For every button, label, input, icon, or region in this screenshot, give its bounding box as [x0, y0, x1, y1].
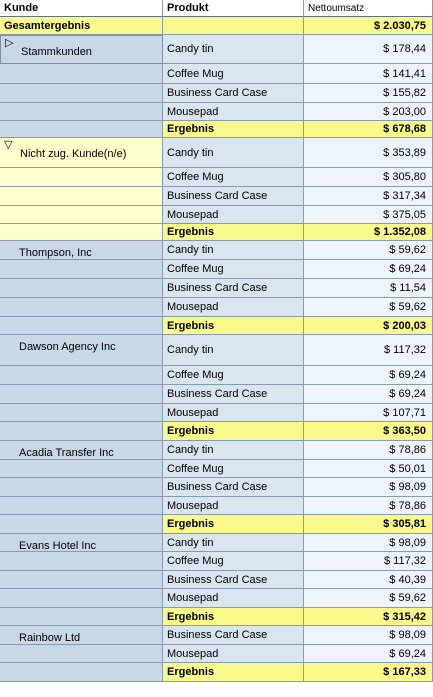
value-cell: $ 155,82 — [304, 84, 433, 103]
customer-empty-cell — [0, 84, 163, 103]
customer-empty-cell — [0, 422, 163, 441]
table-row — [0, 260, 433, 279]
customer-group-name: Nicht zug. Kunde(n/e) — [20, 148, 127, 160]
table-row — [0, 571, 433, 589]
customer-name-cell[interactable]: Thompson, Inc — [0, 241, 163, 260]
table-row — [0, 298, 433, 317]
value-cell: $ 59,62 — [304, 589, 433, 608]
table-row — [0, 460, 433, 478]
subtotal-label: Ergebnis — [163, 317, 304, 335]
product-cell[interactable]: Candy tin — [163, 335, 304, 366]
table-row — [0, 534, 433, 552]
product-cell[interactable]: Coffee Mug — [163, 168, 304, 187]
value-cell: $ 11,54 — [304, 279, 433, 298]
subtotal-label: Ergebnis — [163, 422, 304, 441]
table-row — [0, 138, 433, 168]
product-cell[interactable]: Mousepad — [163, 589, 304, 608]
value-cell: $ 317,34 — [304, 187, 433, 206]
customer-empty-cell — [0, 663, 163, 682]
table-row — [0, 552, 433, 571]
subtotal-label: Ergebnis — [163, 663, 304, 682]
value-cell: $ 141,41 — [304, 64, 433, 84]
table-row — [0, 645, 433, 663]
value-cell: $ 117,32 — [304, 552, 433, 571]
table-row — [0, 187, 433, 206]
customer-empty-cell — [0, 589, 163, 608]
product-cell[interactable]: Candy tin — [163, 441, 304, 460]
customer-group-cell[interactable] — [0, 35, 163, 64]
customer-empty-cell — [0, 404, 163, 422]
product-cell[interactable]: Business Card Case — [163, 385, 304, 404]
table-row — [0, 103, 433, 121]
subtotal-value: $ 363,50 — [304, 422, 433, 441]
value-cell: $ 59,62 — [304, 241, 433, 260]
table-row — [0, 478, 433, 497]
product-cell[interactable]: Business Card Case — [163, 84, 304, 103]
subtotal-label: Ergebnis — [163, 608, 304, 626]
product-cell[interactable]: Coffee Mug — [163, 366, 304, 385]
value-cell: $ 353,89 — [304, 138, 433, 168]
subtotal-value: $ 167,33 — [304, 663, 433, 682]
customer-empty-cell — [0, 478, 163, 497]
value-cell: $ 98,09 — [304, 478, 433, 497]
product-cell[interactable]: Business Card Case — [163, 478, 304, 497]
collapse-triangle-icon[interactable]: ▽ — [4, 139, 13, 151]
value-cell: $ 107,71 — [304, 404, 433, 422]
value-cell: $ 69,24 — [304, 366, 433, 385]
product-cell[interactable]: Mousepad — [163, 497, 304, 515]
table-row — [0, 626, 433, 645]
grand-total-empty — [163, 17, 304, 35]
column-header-produkt[interactable]: Produkt — [163, 0, 304, 17]
value-cell: $ 78,86 — [304, 497, 433, 515]
table-row — [0, 589, 433, 608]
subtotal-value: $ 315,42 — [304, 608, 433, 626]
value-cell: $ 69,24 — [304, 645, 433, 663]
subtotal-row — [0, 317, 433, 335]
customer-empty-cell — [0, 385, 163, 404]
customer-name-cell[interactable]: Acadia Transfer Inc — [0, 441, 163, 460]
customer-name-cell[interactable]: Dawson Agency Inc — [0, 335, 163, 366]
customer-empty-cell — [0, 515, 163, 534]
column-header-kunde[interactable]: Kunde — [0, 0, 163, 17]
value-cell: $ 375,05 — [304, 206, 433, 224]
expand-triangle-icon[interactable]: ▷ — [5, 37, 14, 49]
subtotal-value: $ 200,03 — [304, 317, 433, 335]
product-cell[interactable]: Mousepad — [163, 103, 304, 121]
customer-empty-cell — [0, 571, 163, 589]
customer-empty-cell — [0, 460, 163, 478]
column-header-nettoumsatz[interactable]: Nettoumsatz — [304, 0, 433, 17]
table-row — [0, 35, 433, 64]
customer-empty-cell — [0, 168, 163, 187]
customer-name-cell[interactable]: Rainbow Ltd — [0, 626, 163, 645]
table-row — [0, 64, 433, 84]
table-row — [0, 206, 433, 224]
table-row — [0, 84, 433, 103]
customer-empty-cell — [0, 64, 163, 84]
customer-group-cell[interactable] — [0, 138, 163, 168]
table-row — [0, 366, 433, 385]
product-cell[interactable]: Mousepad — [163, 298, 304, 317]
grand-total-row — [0, 17, 433, 35]
value-cell: $ 117,32 — [304, 335, 433, 366]
customer-empty-cell — [0, 552, 163, 571]
value-cell: $ 59,62 — [304, 298, 433, 317]
customer-group-name: Stammkunden — [21, 46, 92, 58]
subtotal-label: Ergebnis — [163, 121, 304, 138]
product-cell[interactable]: Mousepad — [163, 206, 304, 224]
table-header — [0, 0, 433, 17]
subtotal-label: Ergebnis — [163, 515, 304, 534]
customer-empty-cell — [0, 298, 163, 317]
customer-empty-cell — [0, 608, 163, 626]
product-cell[interactable]: Coffee Mug — [163, 552, 304, 571]
customer-empty-cell — [0, 260, 163, 279]
table-row — [0, 241, 433, 260]
value-cell: $ 98,09 — [304, 534, 433, 552]
value-cell: $ 98,09 — [304, 626, 433, 645]
subtotal-row — [0, 121, 433, 138]
value-cell: $ 40,39 — [304, 571, 433, 589]
customer-empty-cell — [0, 497, 163, 515]
customer-empty-cell — [0, 187, 163, 206]
product-cell[interactable]: Candy tin — [163, 534, 304, 552]
product-cell[interactable]: Business Card Case — [163, 187, 304, 206]
table-row — [0, 441, 433, 460]
product-cell[interactable]: Business Card Case — [163, 626, 304, 645]
product-cell[interactable]: Coffee Mug — [163, 260, 304, 279]
product-cell[interactable]: Coffee Mug — [163, 460, 304, 478]
product-cell[interactable]: Coffee Mug — [163, 64, 304, 84]
customer-empty-cell — [0, 279, 163, 298]
subtotal-row — [0, 663, 433, 682]
product-cell[interactable]: Business Card Case — [163, 279, 304, 298]
product-cell[interactable]: Candy tin — [163, 241, 304, 260]
value-cell: $ 50,01 — [304, 460, 433, 478]
value-cell: $ 69,24 — [304, 260, 433, 279]
grand-total-label: Gesamtergebnis — [0, 17, 163, 35]
product-cell[interactable]: Candy tin — [163, 35, 304, 64]
subtotal-value: $ 305,81 — [304, 515, 433, 534]
subtotal-row — [0, 515, 433, 534]
product-cell[interactable]: Mousepad — [163, 645, 304, 663]
product-cell[interactable]: Business Card Case — [163, 571, 304, 589]
subtotal-label: Ergebnis — [163, 224, 304, 241]
customer-empty-cell — [0, 317, 163, 335]
customer-name-cell[interactable]: Evans Hotel Inc — [0, 534, 163, 552]
product-cell[interactable]: Mousepad — [163, 404, 304, 422]
customer-empty-cell — [0, 366, 163, 385]
value-cell: $ 203,00 — [304, 103, 433, 121]
customer-empty-cell — [0, 206, 163, 224]
value-cell: $ 78,86 — [304, 441, 433, 460]
subtotal-row — [0, 224, 433, 241]
product-cell[interactable]: Candy tin — [163, 138, 304, 168]
subtotal-value: $ 678,68 — [304, 121, 433, 138]
subtotal-row — [0, 422, 433, 441]
value-cell: $ 69,24 — [304, 385, 433, 404]
table-row — [0, 168, 433, 187]
table-row — [0, 404, 433, 422]
table-row — [0, 279, 433, 298]
subtotal-value: $ 1.352,08 — [304, 224, 433, 241]
value-cell: $ 178,44 — [304, 35, 433, 64]
customer-empty-cell — [0, 121, 163, 138]
table-row — [0, 385, 433, 404]
customer-empty-cell — [0, 103, 163, 121]
subtotal-row — [0, 608, 433, 626]
table-row — [0, 497, 433, 515]
value-cell: $ 305,80 — [304, 168, 433, 187]
customer-empty-cell — [0, 645, 163, 663]
table-row — [0, 335, 433, 366]
customer-empty-cell — [0, 224, 163, 241]
grand-total-value: $ 2.030,75 — [304, 17, 433, 35]
